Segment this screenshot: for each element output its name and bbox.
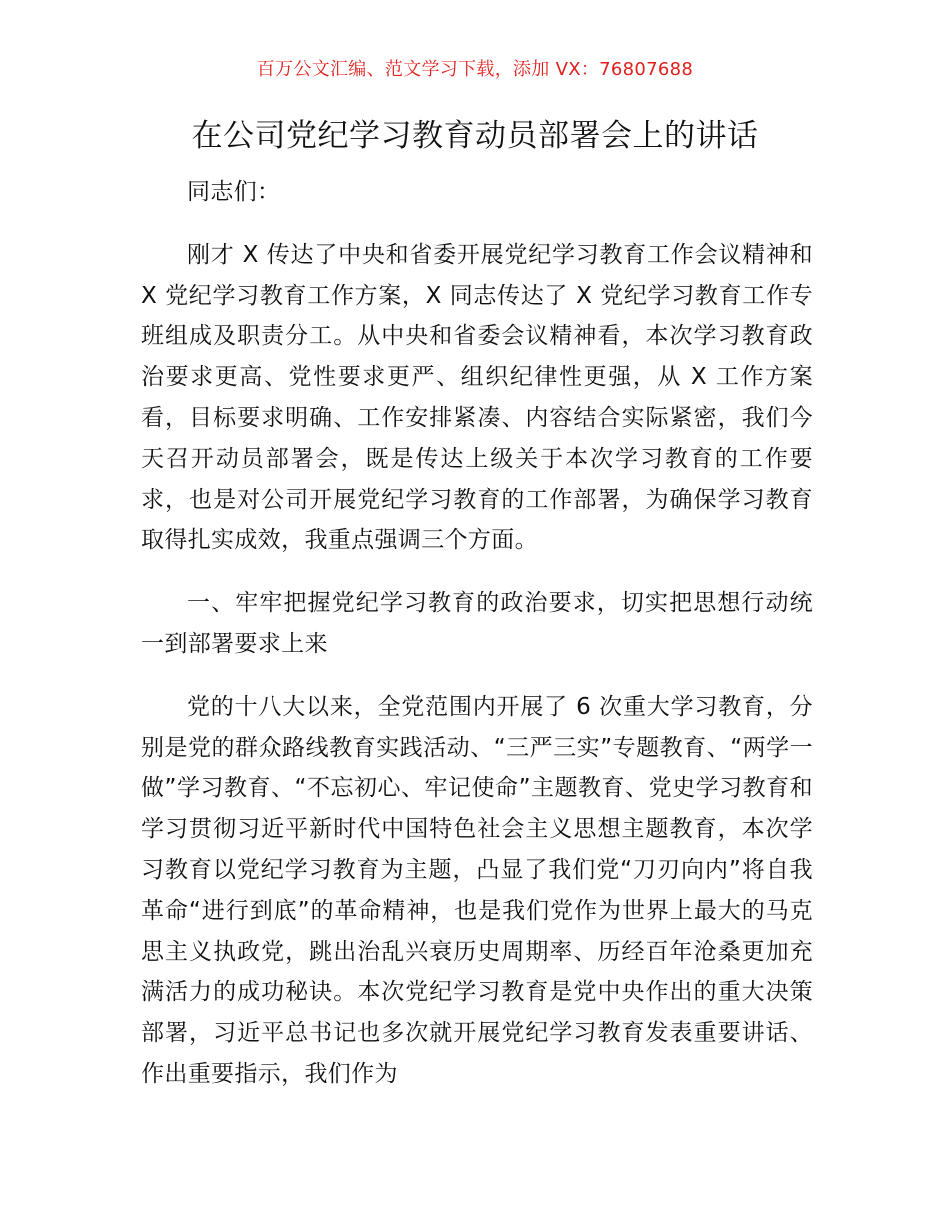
watermark-header: 百万公文汇编、范文学习下载，添加 VX：76807688 [256,59,694,80]
paragraph-intro: 刚才 X 传达了中央和省委开展党纪学习教育工作会议精神和 X 党纪学习教育工作方案，X 同志传达了 X 党纪学习教育工作专班组成及职责分工。从中央和省委会议精神看，本次学习教育政治要求更高、党性要求更严、组织纪律性更强，从 X 工作方案看，目标要求明确、工作安排紧凑、内容结合实际紧密，我们今天召开动员部署会，既是传达上级关于本次学习教育的工作要求，也是对公司开展党纪学习教育的工作部署，为确保学习教育取得扎实成效，我重点强调三个方面。 [141,241,813,554]
document-title: 在公司党纪学习教育动员部署会上的讲话 [191,118,759,154]
section-heading-1: 一、牢牢把握党纪学习教育的政治要求，切实把思想行动统一到部署要求上来 [141,590,813,657]
salutation: 同志们： [187,179,281,205]
paragraph-history: 党的十八大以来，全党范围内开展了 6 次重大学习教育，分别是党的群众路线教育实践活动、“三严三实”专题教育、“两学一做”学习教育、“不忘初心、牢记使命”主题教育、党史学习教育和学习贯彻习近平新时代中国特色社会主义思想主题教育，本次学习教育以党纪学习教育为主题，凸显了我们党“刀刃向内”将自我革命“进行到底”的革命精神，也是我们党作为世界上最大的马克思主义执政党，跳出治乱兴衰历史周期率、历经百年沧桑更加充满活力的成功秘诀。本次党纪学习教育是党中央作出的重大决策部署，习近平总书记也多次就开展党纪学习教育发表重要讲话、作出重要指示，我们作为 [141,693,813,1087]
document-body [141,172,813,1117]
